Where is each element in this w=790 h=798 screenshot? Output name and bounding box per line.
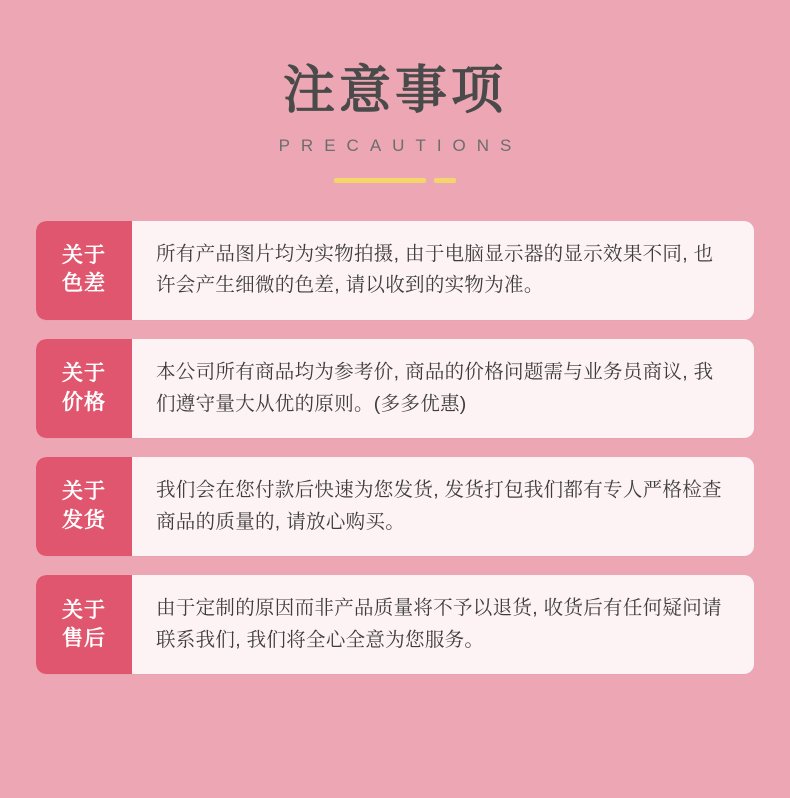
list-item: [36, 457, 754, 556]
tag-line-2: 色差: [62, 272, 106, 296]
list-item: [36, 339, 754, 438]
divider: [0, 178, 790, 183]
precaution-tag-shipping: [36, 457, 132, 556]
tag-line-1: 关于: [62, 480, 106, 504]
divider-bar-short: [434, 178, 456, 183]
precaution-tag-color-difference: [36, 221, 132, 320]
tag-line-1: 关于: [62, 244, 106, 268]
precaution-text: 我们会在您付款后快速为您发货, 发货打包我们都有专人严格检查商品的质量的, 请放心购买。: [156, 479, 722, 533]
list-item: [36, 575, 754, 674]
precaution-text: 所有产品图片均为实物拍摄, 由于电脑显示器的显示效果不同, 也许会产生细微的色差, 请以收到的实物为准。: [156, 242, 714, 297]
divider-bar-long: [334, 178, 426, 183]
list-item: [36, 221, 754, 320]
tag-line-1: 关于: [62, 598, 106, 622]
precaution-tag-after-sales: [36, 575, 132, 674]
tag-line-2: 售后: [62, 626, 106, 650]
page-header: [0, 0, 790, 183]
precaution-tag-price: [36, 339, 132, 438]
precaution-text: 由于定制的原因而非产品质量将不予以退货, 收货后有任何疑问请联系我们, 我们将全心全意为您服务。: [156, 597, 722, 651]
tag-line-1: 关于: [62, 362, 106, 386]
precaution-text: 本公司所有商品均为参考价, 商品的价格问题需与业务员商议, 我们遵守量大从优的原则。(多多优惠): [156, 360, 714, 415]
tag-line-2: 发货: [62, 508, 106, 532]
page-subtitle: PRECAUTIONS: [278, 135, 523, 155]
tag-line-2: 价格: [62, 390, 106, 414]
page-title: 注意事项: [282, 62, 507, 120]
precaution-list: [0, 221, 790, 675]
